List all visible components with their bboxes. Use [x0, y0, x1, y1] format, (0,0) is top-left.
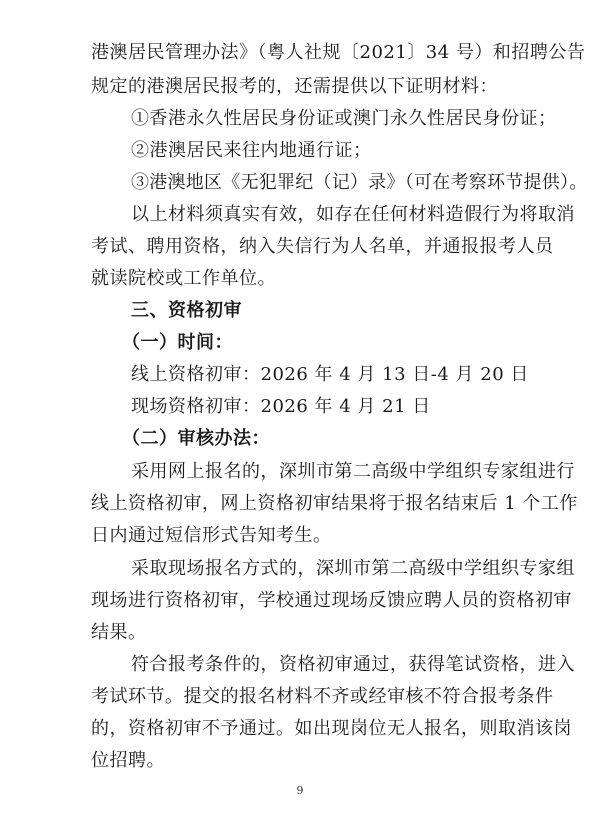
text-line: 符合报考条件的，资格初审通过，获得笔试资格，进入	[131, 654, 575, 675]
list-item: ③港澳地区《无犯罪纪（记）录》（可在考察环节提供）。	[131, 172, 588, 193]
subsection-heading: （二）审核办法：	[122, 428, 270, 449]
text-line: 位招聘。	[91, 750, 165, 771]
text-line: 结果。	[91, 622, 147, 643]
text-line: 线上资格初审，网上资格初审结果将于报名结束后 1 个工作	[91, 493, 578, 514]
text-line: 线上资格初审：2026 年 4 月 13 日-4 月 20 日	[131, 364, 529, 385]
text-line: 采取现场报名方式的，深圳市第二高级中学组织专家组	[131, 558, 575, 579]
text-line: 以上材料须真实有效，如存在任何材料造假行为将取消	[131, 204, 575, 225]
list-item: ②港澳居民来往内地通行证；	[131, 140, 372, 161]
list-item: ①香港永久性居民身份证或澳门永久性居民身份证；	[131, 108, 557, 129]
text-line: 采用网上报名的，深圳市第二高级中学组织专家组进行	[131, 461, 575, 482]
text-line: 日内通过短信形式告知考生。	[91, 525, 332, 546]
text-line: 现场进行资格初审，学校通过现场反馈应聘人员的资格初审	[91, 590, 572, 611]
section-heading: 三、资格初审	[131, 300, 242, 321]
text-line: 港澳居民管理办法》（粤人社规〔2021〕34 号）和招聘公告	[91, 42, 586, 63]
text-line: 就读院校或工作单位。	[91, 268, 276, 289]
text-line: 现场资格初审：2026 年 4 月 21 日	[131, 396, 431, 417]
subsection-heading: （一）时间：	[122, 332, 233, 353]
text-line: 规定的港澳居民报考的，还需提供以下证明材料：	[91, 76, 498, 97]
page-number: 9	[296, 784, 304, 797]
text-line: 考试环节。提交的报名材料不齐或经审核不符合报考条件	[91, 686, 554, 707]
text-line: 的，资格初审不予通过。如出现岗位无人报名，则取消该岗	[91, 718, 572, 739]
text-line: 考试、聘用资格，纳入失信行为人名单，并通报报考人员	[91, 236, 554, 257]
